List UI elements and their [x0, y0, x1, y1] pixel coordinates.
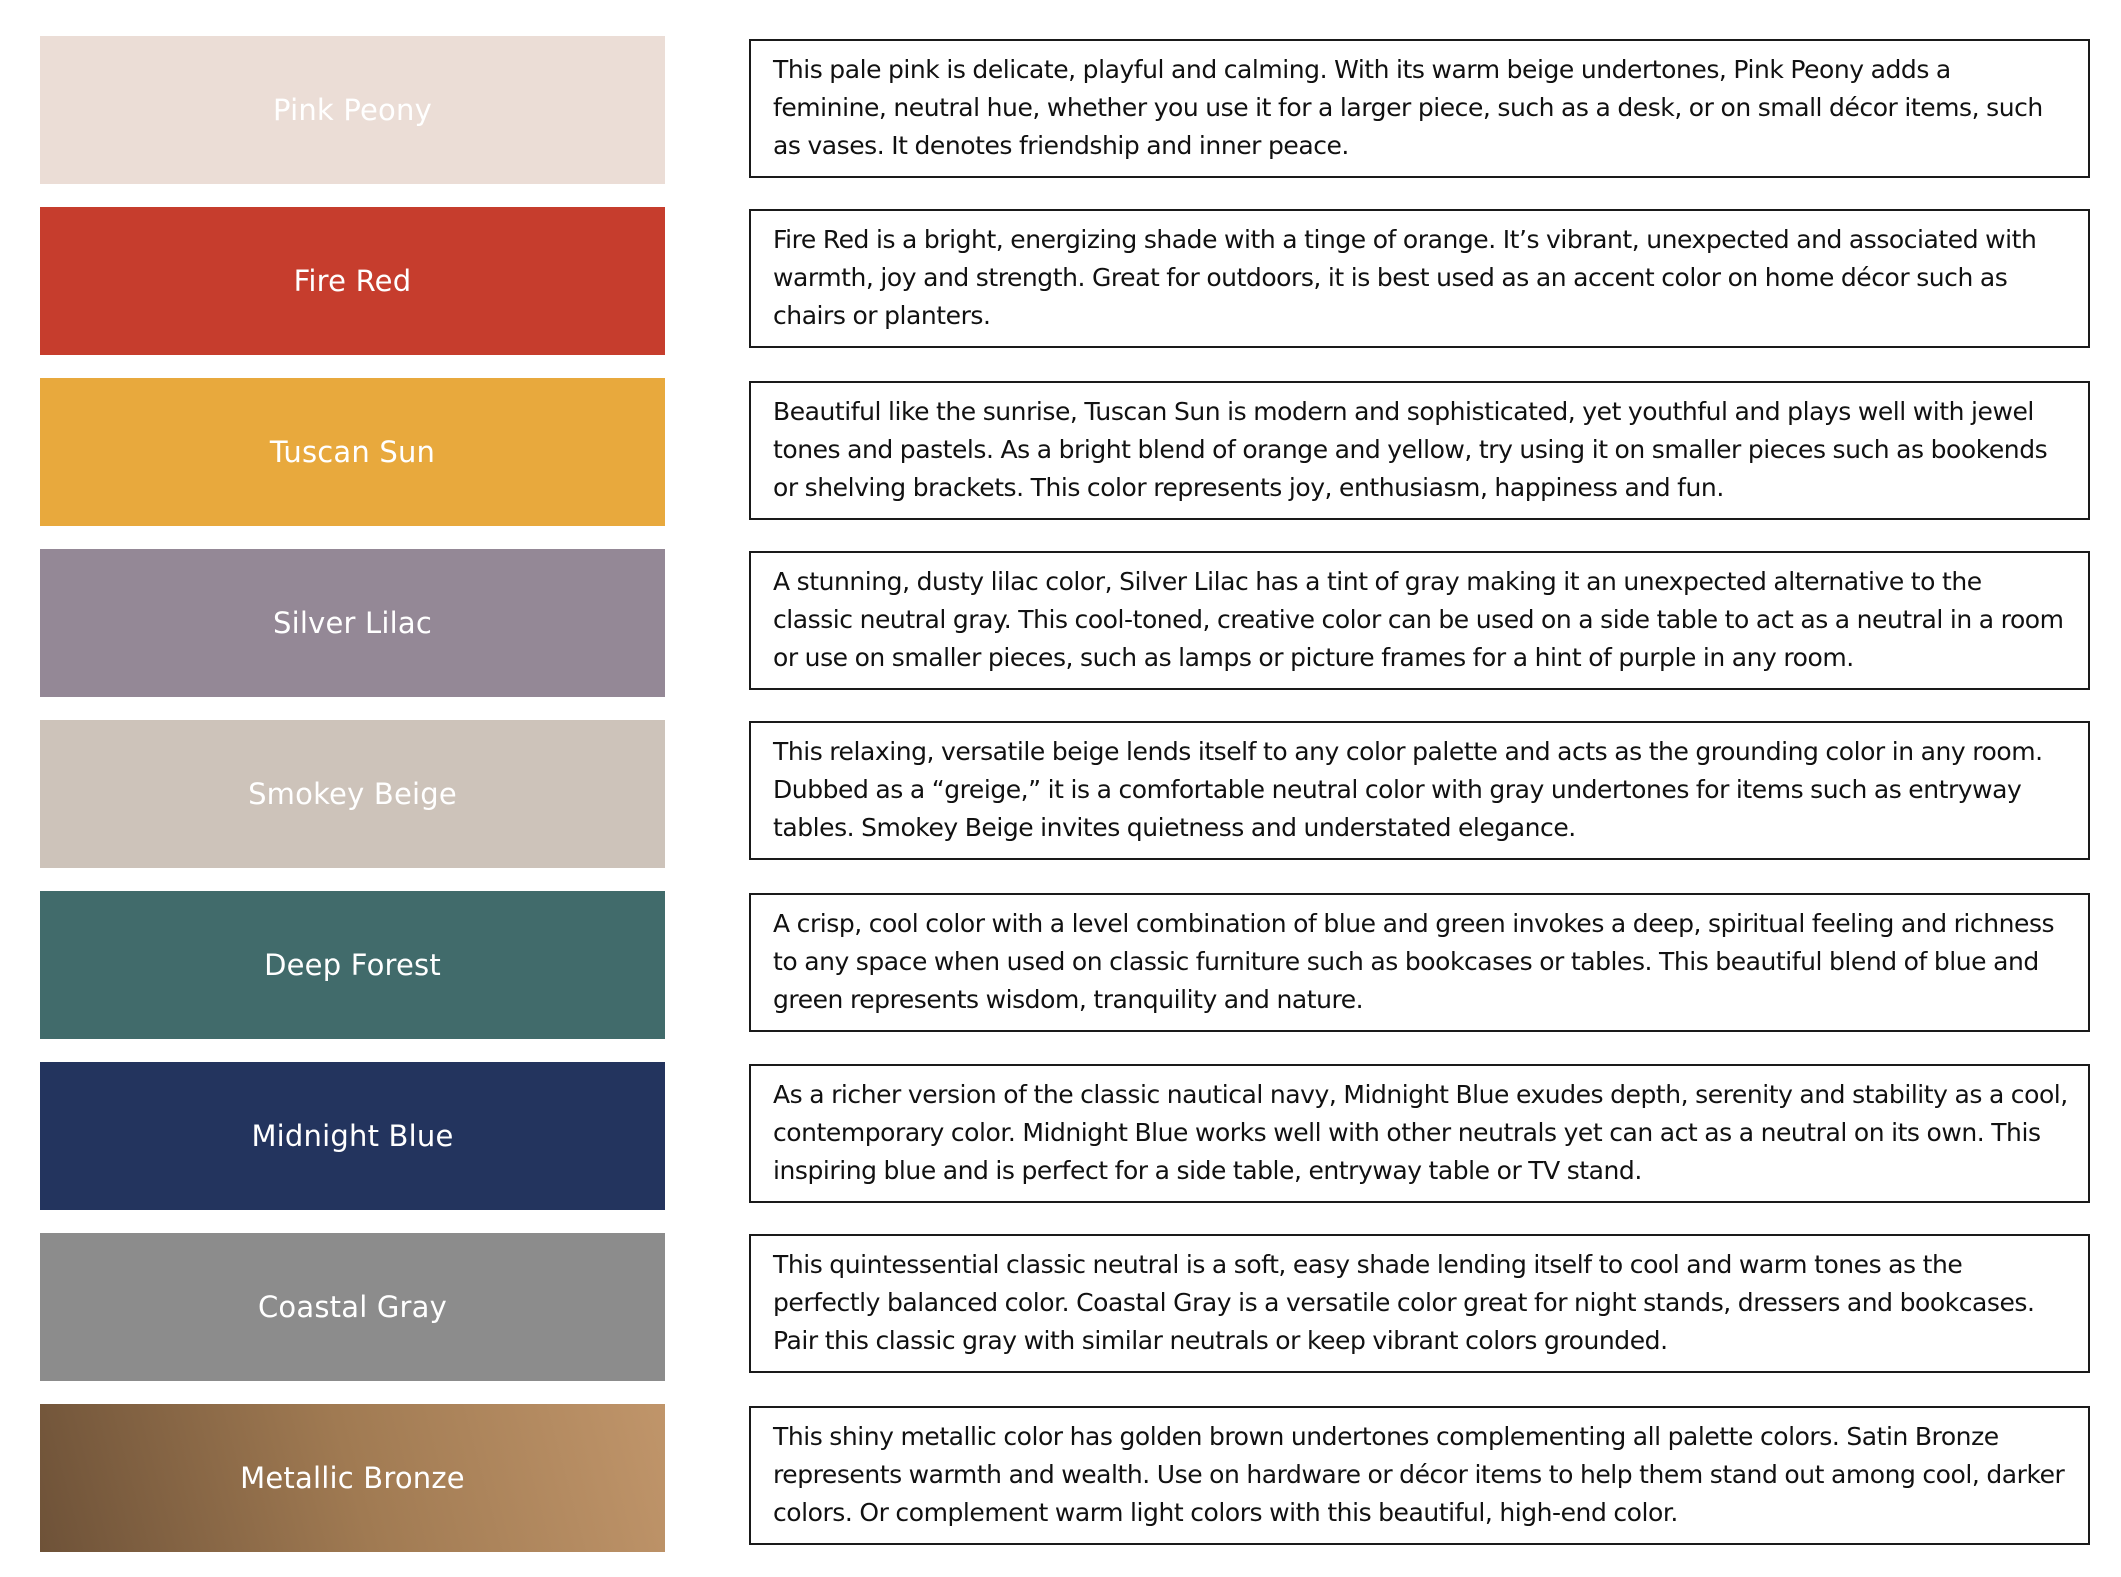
color-name: Tuscan Sun — [269, 435, 436, 469]
palette-row-tuscan-sun — [0, 378, 2121, 526]
color-swatch — [40, 1233, 665, 1381]
color-description: Fire Red is a bright, energizing shade with a tinge of orange. It’s vibrant, unexpected and associated with warmth, joy and strength. Great for outdoors, it is best used as an accent color on home décor such as chairs or planters. — [773, 225, 2037, 330]
color-description: This pale pink is delicate, playful and calming. With its warm beige undertones, Pink Peony adds a feminine, neutral hue, whether you use it for a larger piece, such as a desk, or on small décor items, such as vases. It denotes friendship and inner peace. — [773, 55, 2043, 160]
palette-row-silver-lilac — [0, 549, 2121, 697]
color-description: A stunning, dusty lilac color, Silver Lilac has a tint of gray making it an unexpected alternative to the classic neutral gray. This cool-toned, creative color can be used on a side table to act as a neutral in a room or use on smaller pieces, such as lamps or picture frames for a hint of purple in any room. — [773, 567, 2064, 672]
color-description: This shiny metallic color has golden brown undertones complementing all palette colors. Satin Bronze represents warmth and wealth. Use on hardware or décor items to help them stand out among cool, darker colors. Or complement warm light colors with this beautiful, high-end color. — [773, 1422, 2065, 1527]
color-name: Fire Red — [293, 264, 412, 298]
color-swatch — [40, 549, 665, 697]
color-swatch — [40, 207, 665, 355]
color-name: Deep Forest — [264, 948, 441, 982]
color-swatch — [40, 1062, 665, 1210]
description-box — [749, 1064, 2090, 1203]
color-description: As a richer version of the classic nautical navy, Midnight Blue exudes depth, serenity and stability as a cool, contemporary color. Midnight Blue works well with other neutrals yet can act as a neutral on its own. This inspiring blue and is perfect for a side table, entryway table or TV stand. — [773, 1080, 2068, 1185]
color-name: Midnight Blue — [251, 1119, 454, 1153]
palette-row-deep-forest — [0, 891, 2121, 1039]
description-box — [749, 1234, 2090, 1373]
color-name: Metallic Bronze — [240, 1461, 465, 1495]
palette-row-pink-peony — [0, 36, 2121, 184]
color-name: Coastal Gray — [257, 1290, 448, 1324]
palette-row-metallic-bronze — [0, 1404, 2121, 1552]
color-name: Pink Peony — [273, 93, 432, 127]
description-box — [749, 209, 2090, 348]
color-description: A crisp, cool color with a level combination of blue and green invokes a deep, spiritual feeling and richness to any space when used on classic furniture such as bookcases or tables. This beautiful blend of blue and green represents wisdom, tranquility and nature. — [773, 909, 2055, 1014]
color-description: This relaxing, versatile beige lends itself to any color palette and acts as the grounding color in any room. Dubbed as a “greige,” it is a comfortable neutral color with gray undertones for items such as entryway tables. Smokey Beige invites quietness and understated elegance. — [773, 737, 2043, 842]
description-box — [749, 721, 2090, 860]
color-name: Silver Lilac — [272, 606, 433, 640]
color-name: Smokey Beige — [248, 777, 457, 811]
description-box — [749, 893, 2090, 1032]
color-swatch — [40, 36, 665, 184]
color-swatch — [40, 891, 665, 1039]
palette-row-smokey-beige — [0, 720, 2121, 868]
palette-row-midnight-blue — [0, 1062, 2121, 1210]
palette-row-coastal-gray — [0, 1233, 2121, 1381]
color-description: Beautiful like the sunrise, Tuscan Sun is modern and sophisticated, yet youthful and plays well with jewel tones and pastels. As a bright blend of orange and yellow, try using it on smaller pieces such as bookends or shelving brackets. This color represents joy, enthusiasm, happiness and fun. — [773, 397, 2048, 502]
description-box — [749, 551, 2090, 690]
color-swatch — [40, 378, 665, 526]
description-box — [749, 39, 2090, 178]
description-box — [749, 381, 2090, 520]
palette-row-fire-red — [0, 207, 2121, 355]
color-swatch — [40, 720, 665, 868]
color-description: This quintessential classic neutral is a soft, easy shade lending itself to cool and warm tones as the perfectly balanced color. Coastal Gray is a versatile color great for night stands, dressers and bookcases. Pair this classic gray with similar neutrals or keep vibrant colors grounded. — [773, 1250, 2035, 1355]
color-swatch — [40, 1404, 665, 1552]
description-box — [749, 1406, 2090, 1545]
